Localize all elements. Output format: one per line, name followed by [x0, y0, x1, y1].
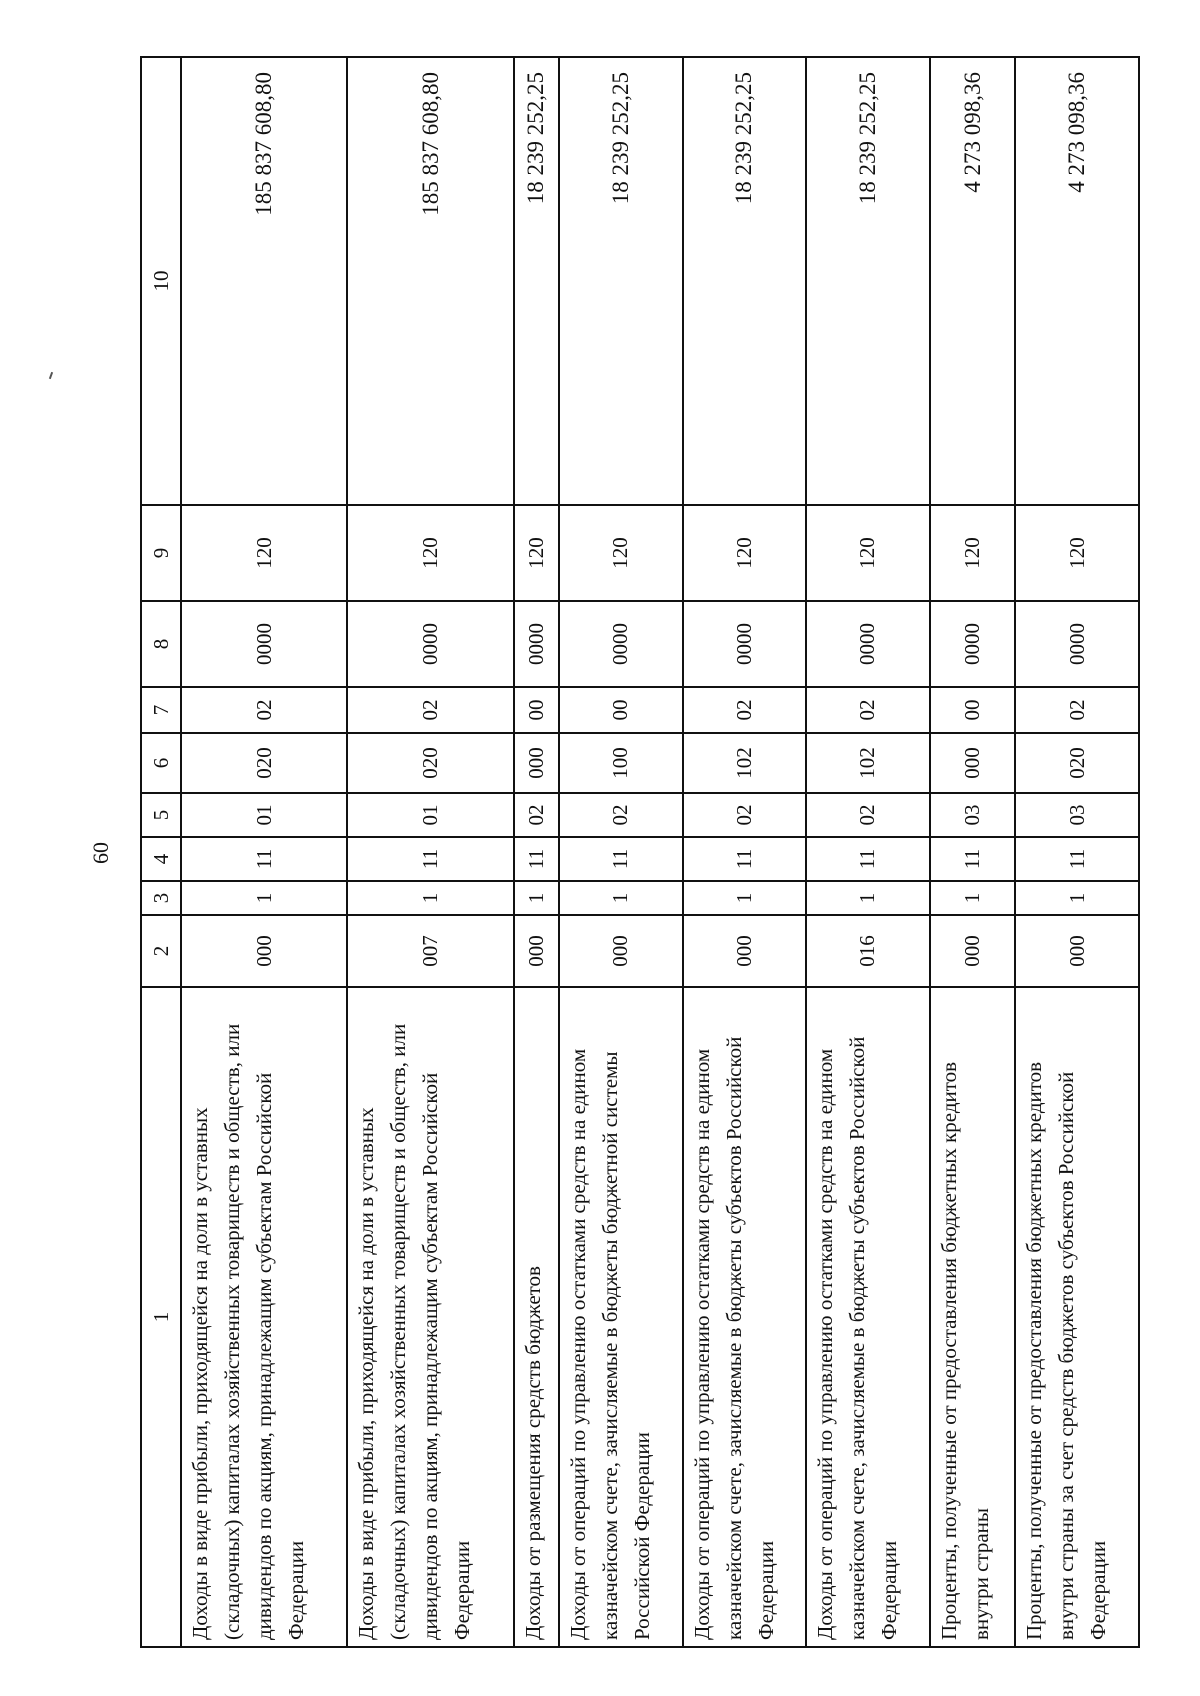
row-amount: 18 239 252,25: [806, 57, 930, 505]
row-amount: 185 837 608,80: [181, 57, 347, 505]
row-description: Доходы от операций по управлению остатками средств на едином казначейском счете, зачисляемые в бюджеты субъектов Российской Федерации: [683, 987, 807, 1647]
code-admin: 000: [514, 915, 559, 987]
code-element: 02: [181, 687, 347, 733]
code-subgroup: 11: [514, 837, 559, 881]
code-article: 01: [181, 793, 347, 837]
header-cell-4: 4: [141, 837, 181, 881]
code-subgroup: 11: [181, 837, 347, 881]
rotated-table-area: [140, 58, 1140, 1648]
code-economic: 120: [806, 505, 930, 601]
table-row: [1015, 57, 1139, 1647]
code-subgroup: 11: [930, 837, 1016, 881]
code-article: 02: [806, 793, 930, 837]
row-amount: 18 239 252,25: [559, 57, 683, 505]
code-group: 1: [806, 881, 930, 915]
code-subarticle: 000: [514, 733, 559, 793]
code-subarticle: 020: [181, 733, 347, 793]
code-element: 02: [683, 687, 807, 733]
table-row: [559, 57, 683, 1647]
table-row: [930, 57, 1016, 1647]
header-cell-2: 2: [141, 915, 181, 987]
code-program: 0000: [514, 601, 559, 687]
code-program: 0000: [930, 601, 1016, 687]
code-admin: 000: [559, 915, 683, 987]
row-description: Доходы в виде прибыли, приходящейся на доли в уставных (складочных) капиталах хозяйственных товариществ и обществ, или дивидендов по акциям, принадлежащим субъектам Российской Федерации: [347, 987, 513, 1647]
row-description: Проценты, полученные от предоставления бюджетных кредитов внутри страны за счет средств бюджетов субъектов Российской Федерации: [1015, 987, 1139, 1647]
code-article: 02: [514, 793, 559, 837]
row-description: Доходы от размещения средств бюджетов: [514, 987, 559, 1647]
header-row: [141, 57, 181, 1647]
header-cell-10: 10: [141, 57, 181, 505]
row-description: Доходы от операций по управлению остатками средств на едином казначейском счете, зачисляемые в бюджеты субъектов Российской Федерации: [806, 987, 930, 1647]
code-program: 0000: [1015, 601, 1139, 687]
table-sheet: [140, 58, 1140, 1648]
table-row: [514, 57, 559, 1647]
scan-speck: [49, 372, 53, 379]
table-row: [683, 57, 807, 1647]
row-description: Проценты, полученные от предоставления бюджетных кредитов внутри страны: [930, 987, 1016, 1647]
header-cell-6: 6: [141, 733, 181, 793]
code-article: 03: [930, 793, 1016, 837]
code-article: 01: [347, 793, 513, 837]
table-row: [181, 57, 347, 1647]
code-subarticle: 020: [1015, 733, 1139, 793]
code-subarticle: 102: [806, 733, 930, 793]
header-cell-3: 3: [141, 881, 181, 915]
code-admin: 000: [930, 915, 1016, 987]
code-economic: 120: [559, 505, 683, 601]
code-subarticle: 020: [347, 733, 513, 793]
code-subgroup: 11: [347, 837, 513, 881]
code-subgroup: 11: [683, 837, 807, 881]
code-program: 0000: [683, 601, 807, 687]
row-amount: 4 273 098,36: [930, 57, 1016, 505]
code-element: 00: [514, 687, 559, 733]
code-economic: 120: [514, 505, 559, 601]
budget-table: [140, 56, 1140, 1648]
code-article: 02: [683, 793, 807, 837]
header-cell-7: 7: [141, 687, 181, 733]
code-economic: 120: [1015, 505, 1139, 601]
code-admin: 000: [683, 915, 807, 987]
code-element: 02: [347, 687, 513, 733]
header-cell-9: 9: [141, 505, 181, 601]
code-program: 0000: [347, 601, 513, 687]
code-subarticle: 100: [559, 733, 683, 793]
code-admin: 016: [806, 915, 930, 987]
code-subgroup: 11: [806, 837, 930, 881]
code-element: 02: [1015, 687, 1139, 733]
code-group: 1: [347, 881, 513, 915]
code-economic: 120: [930, 505, 1016, 601]
code-group: 1: [1015, 881, 1139, 915]
code-subarticle: 102: [683, 733, 807, 793]
code-admin: 000: [1015, 915, 1139, 987]
code-admin: 000: [181, 915, 347, 987]
row-amount: 185 837 608,80: [347, 57, 513, 505]
header-cell-5: 5: [141, 793, 181, 837]
code-economic: 120: [347, 505, 513, 601]
code-program: 0000: [806, 601, 930, 687]
code-article: 02: [559, 793, 683, 837]
code-group: 1: [683, 881, 807, 915]
code-admin: 007: [347, 915, 513, 987]
code-economic: 120: [181, 505, 347, 601]
code-element: 00: [559, 687, 683, 733]
code-subgroup: 11: [1015, 837, 1139, 881]
row-amount: 18 239 252,25: [683, 57, 807, 505]
row-amount: 4 273 098,36: [1015, 57, 1139, 505]
row-description: Доходы от операций по управлению остатками средств на едином казначейском счете, зачисляемые в бюджеты бюджетной системы Российской Федерации: [559, 987, 683, 1647]
code-group: 1: [514, 881, 559, 915]
header-cell-1: 1: [141, 987, 181, 1647]
code-program: 0000: [559, 601, 683, 687]
code-program: 0000: [181, 601, 347, 687]
code-group: 1: [559, 881, 683, 915]
code-group: 1: [930, 881, 1016, 915]
code-economic: 120: [683, 505, 807, 601]
code-group: 1: [181, 881, 347, 915]
code-subgroup: 11: [559, 837, 683, 881]
table-row: [347, 57, 513, 1647]
row-amount: 18 239 252,25: [514, 57, 559, 505]
header-cell-8: 8: [141, 601, 181, 687]
code-element: 02: [806, 687, 930, 733]
code-element: 00: [930, 687, 1016, 733]
row-description: Доходы в виде прибыли, приходящейся на доли в уставных (складочных) капиталах хозяйственных товариществ и обществ, или дивидендов по акциям, принадлежащим субъектам Российской Федерации: [181, 987, 347, 1647]
page-number: 60: [88, 842, 113, 864]
code-article: 03: [1015, 793, 1139, 837]
code-subarticle: 000: [930, 733, 1016, 793]
table-row: [806, 57, 930, 1647]
